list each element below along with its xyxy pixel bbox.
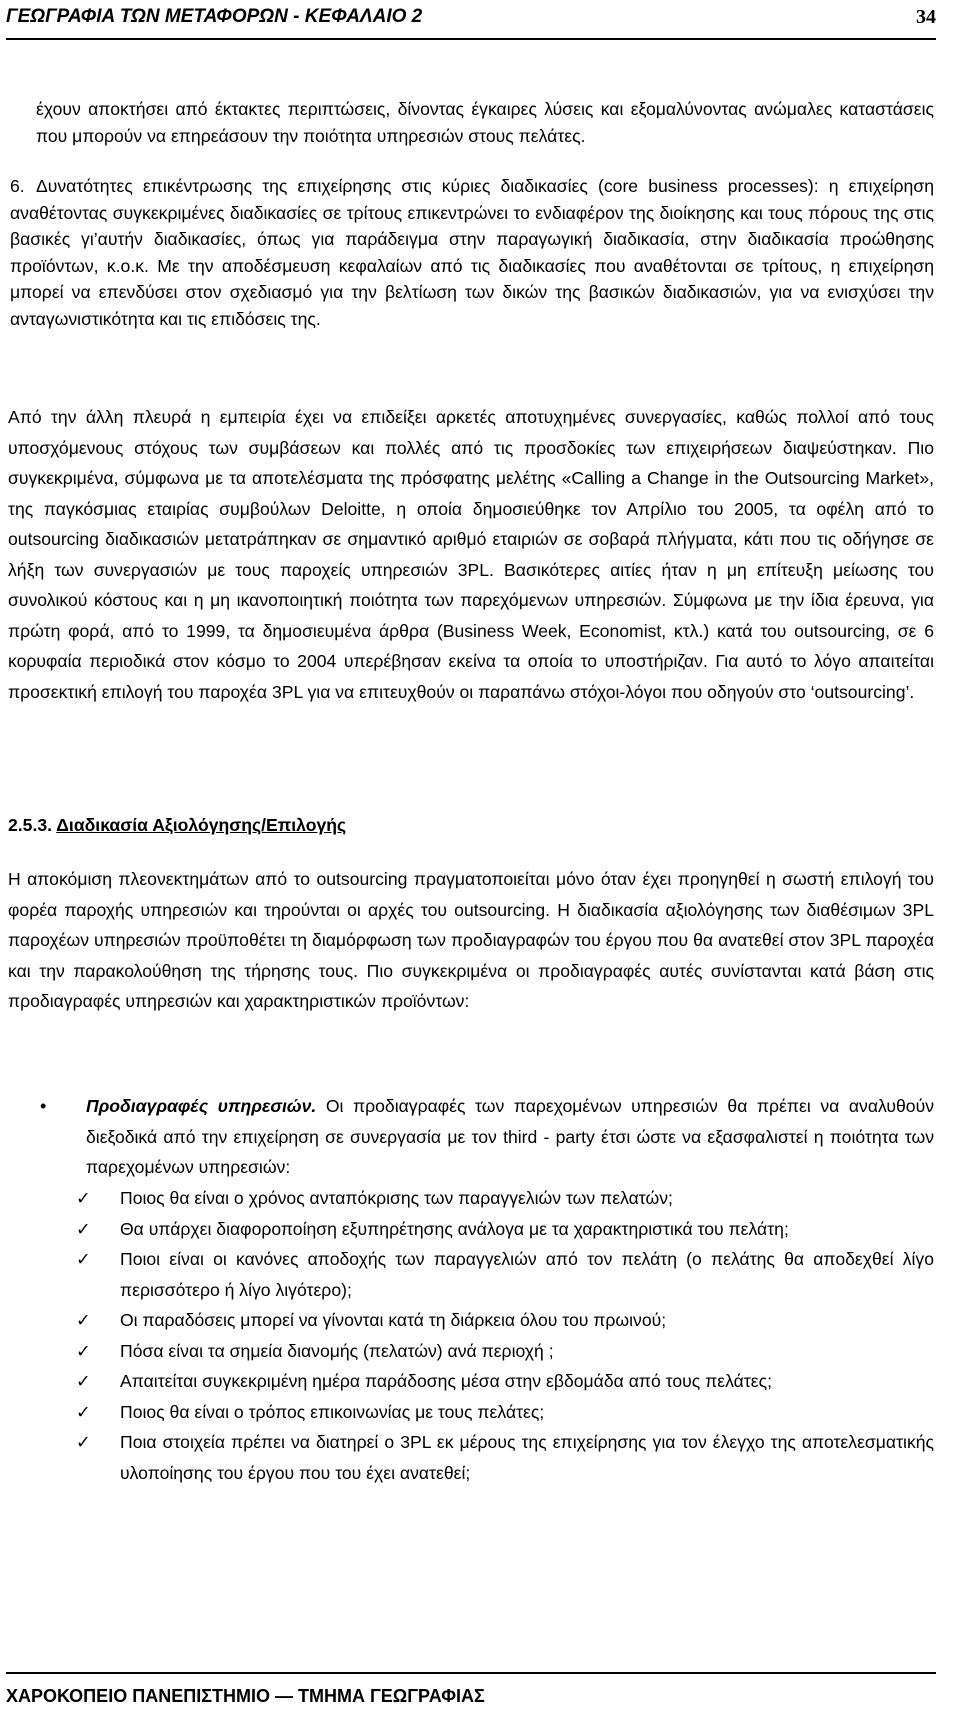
bullet-body: Οι προδιαγραφές των παρεχομένων υπηρεσιών θα πρέπει να αναλυθούν διεξοδικά από την επιχείρηση σε συνεργασία με τον third - party έτσι ώστε να εξασφαλιστεί η ποιότητα των παρεχομένων υπηρεσιών:	[86, 1096, 934, 1177]
page-number: 34	[916, 6, 936, 28]
checklist-item-text: Απαιτείται συγκεκριμένη ημέρα παράδοσης μέσα στην εβδομάδα από τους πελάτες;	[120, 1371, 772, 1391]
checklist-item	[76, 1366, 934, 1397]
check-icon: ✓	[76, 1371, 91, 1391]
check-icon: ✓	[76, 1188, 91, 1208]
section-title: Διαδικασία Αξιολόγησης/Επιλογής	[56, 815, 347, 835]
check-icon: ✓	[76, 1432, 91, 1452]
check-icon: ✓	[76, 1249, 91, 1269]
checklist-item	[76, 1336, 934, 1367]
checklist-item	[76, 1183, 934, 1214]
checklist-item-text: Ποια στοιχεία πρέπει να διατηρεί ο 3PL εκ μέρους της επιχείρησης για τον έλεγχο της αποτελεσματικής υλοποίησης του έργου που του έχει ανατεθεί;	[120, 1432, 934, 1483]
section-number: 2.5.3.	[8, 815, 53, 835]
check-icon: ✓	[76, 1401, 91, 1422]
list-item-text: Δυνατότητες επικέντρωσης της επιχείρησης στις κύριες διαδικασίες (core business processes): η επιχείρηση αναθέτοντας συγκεκριμένες διαδικασίες σε τρίτους επικεντρώνει το ενδιαφέρον της διοίκησης και τους πόρους της στις βασικές γι’αυτήν διαδικασίες, όπως για παράδειγμα στην παραγωγική διαδικασία, στην διαδικασία προώθησης προϊόντων, κ.ο.κ. Με την αποδέσμευση κεφαλαίων από τις διαδικασίες που αναθέτονται σε τρίτους, η επιχείρηση μπορεί να επενδύσει στον σχεδιασμό για την βελτίωση των δικών της βασικών διαδικασιών, για να ενισχύσει την ανταγωνιστικότητα και τις επιδόσεις της.	[10, 176, 934, 329]
paragraph-evaluation: Η αποκόμιση πλεονεκτημάτων από το outsourcing πραγματοποιείται μόνο όταν έχει προηγηθεί η σωστή επιλογή του φορέα παροχής υπηρεσιών και τηρούνται οι αρχές του outsourcing. Η διαδικασία αξιολόγησης των διαθέσιμων 3PL παροχέων υπηρεσιών προϋποθέτει τη διαμόρφωση των προδιαγραφών του έργου που θα ανατεθεί στον 3PL παροχέα και την παρακολούθηση της τήρησης τους. Πιο συγκεκριμένα οι προδιαγραφές αυτές συνίστανται κατά βάση στις προδιαγραφές υπηρεσιών και χαρακτηριστικών προϊόντων:	[8, 869, 934, 1011]
checklist-item-text: Ποιοι είναι οι κανόνες αποδοχής των παραγγελιών από τον πελάτη (ο πελάτης θα αποδεχθεί λίγο περισσότερο ή λίγο λιγότερο);	[120, 1249, 934, 1300]
section-heading	[8, 815, 346, 836]
check-icon: ✓	[76, 1310, 91, 1330]
paragraph-outsourcing-failures: Από την άλλη πλευρά η εμπειρία έχει να επιδείξει αρκετές αποτυχημένες συνεργασίες, καθώς πολλοί από τους υποσχόμενους στόχους των συμβάσεων και πολλές από τις προσδοκίες των επιχειρήσεων διαψεύστηκαν. Πιο συγκεκριμένα, σύμφωνα με τα αποτελέσματα της πρόσφατης μελέτης «Calling a Change in the Outsourcing Market», της παγκόσμιας εταιρίας συμβούλων Deloitte, η οποία δημοσιεύθηκε τον Απρίλιο του 2005, τα οφέλη από το outsourcing διαδικασιών μετατράπηκαν σε σημαντικό αριθμό εταιριών σε σοβαρά πλήγματα, κάτι που τις οδήγησε σε λήξη των συνεργασιών με τους παροχείς υπηρεσιών 3PL. Βασικότερες αιτίες ήταν η μη επίτευξη μείωσης του συνολικού κόστους και η μη ικανοποιητική ποιότητα των παρεχόμενων υπηρεσιών. Σύμφωνα με την ίδια έρευνα, για πρώτη φορά, από το 1999, τα δημοσιευμένα άρθρα (Business Week, Economist, κτλ.) κατά του outsourcing, σε 6 κορυφαία περιοδικά στον κόσμο το 2004 υπερέβησαν εκείνα τα οποία το υποστήριζαν. Για αυτό το λόγο απαιτείται προσεκτική επιλογή του παροχέα 3PL για να επιτευχθούν οι παραπάνω στόχοι-λόγοι που οδηγούν στο ‘outsourcing’.	[8, 407, 934, 702]
list-item-number: 6.	[10, 176, 25, 196]
checklist-item	[76, 1397, 934, 1428]
footer-text: ΧΑΡΟΚΟΠΕΙΟ ΠΑΝΕΠΙΣΤΗΜΙΟ — ΤΜΗΜΑ ΓΕΩΓΡΑΦΙΑΣ	[6, 1686, 485, 1706]
page-header	[6, 4, 936, 40]
bullet-heading: Προδιαγραφές υπηρεσιών.	[86, 1096, 317, 1116]
bullet-icon: •	[40, 1096, 47, 1116]
checklist-item-text: Ποιος θα είναι ο τρόπος επικοινωνίας με τους πελάτες;	[120, 1401, 545, 1422]
checklist-item-text: Ποιος θα είναι ο χρόνος ανταπόκρισης των παραγγελιών των πελατών;	[120, 1188, 673, 1208]
checklist-item	[76, 1305, 934, 1336]
checklist	[76, 1183, 934, 1488]
checklist-item	[76, 1214, 934, 1245]
list-item-6	[10, 173, 934, 332]
bullet-text	[86, 1091, 934, 1183]
check-icon: ✓	[76, 1218, 91, 1239]
bullet-service-specs	[10, 1091, 934, 1183]
checklist-item	[76, 1244, 934, 1305]
checklist-item-text: Θα υπάρχει διαφοροποίηση εξυπηρέτησης ανάλογα με τα χαρακτηριστικά του πελάτη;	[120, 1218, 789, 1239]
checklist-item-text: Οι παραδόσεις μπορεί να γίνονται κατά τη διάρκεια όλου του πρωινού;	[120, 1310, 667, 1330]
paragraph-continued: έχουν αποκτήσει από έκτακτες περιπτώσεις, δίνοντας έγκαιρες λύσεις και εξομαλύνοντας ανώμαλες καταστάσεις που μπορούν να επηρεάσουν την ποιότητα υπηρεσιών στους πελάτες.	[36, 99, 934, 146]
page-footer	[6, 1672, 936, 1714]
header-title: ΓΕΩΓΡΑΦΙΑ ΤΩΝ ΜΕΤΑΦΟΡΩΝ - ΚΕΦΑΛΑΙΟ 2	[6, 6, 423, 27]
checklist-item	[76, 1427, 934, 1488]
checklist-item-text: Πόσα είναι τα σημεία διανομής (πελατών) ανά περιοχή ;	[120, 1340, 554, 1361]
check-icon: ✓	[76, 1340, 91, 1361]
